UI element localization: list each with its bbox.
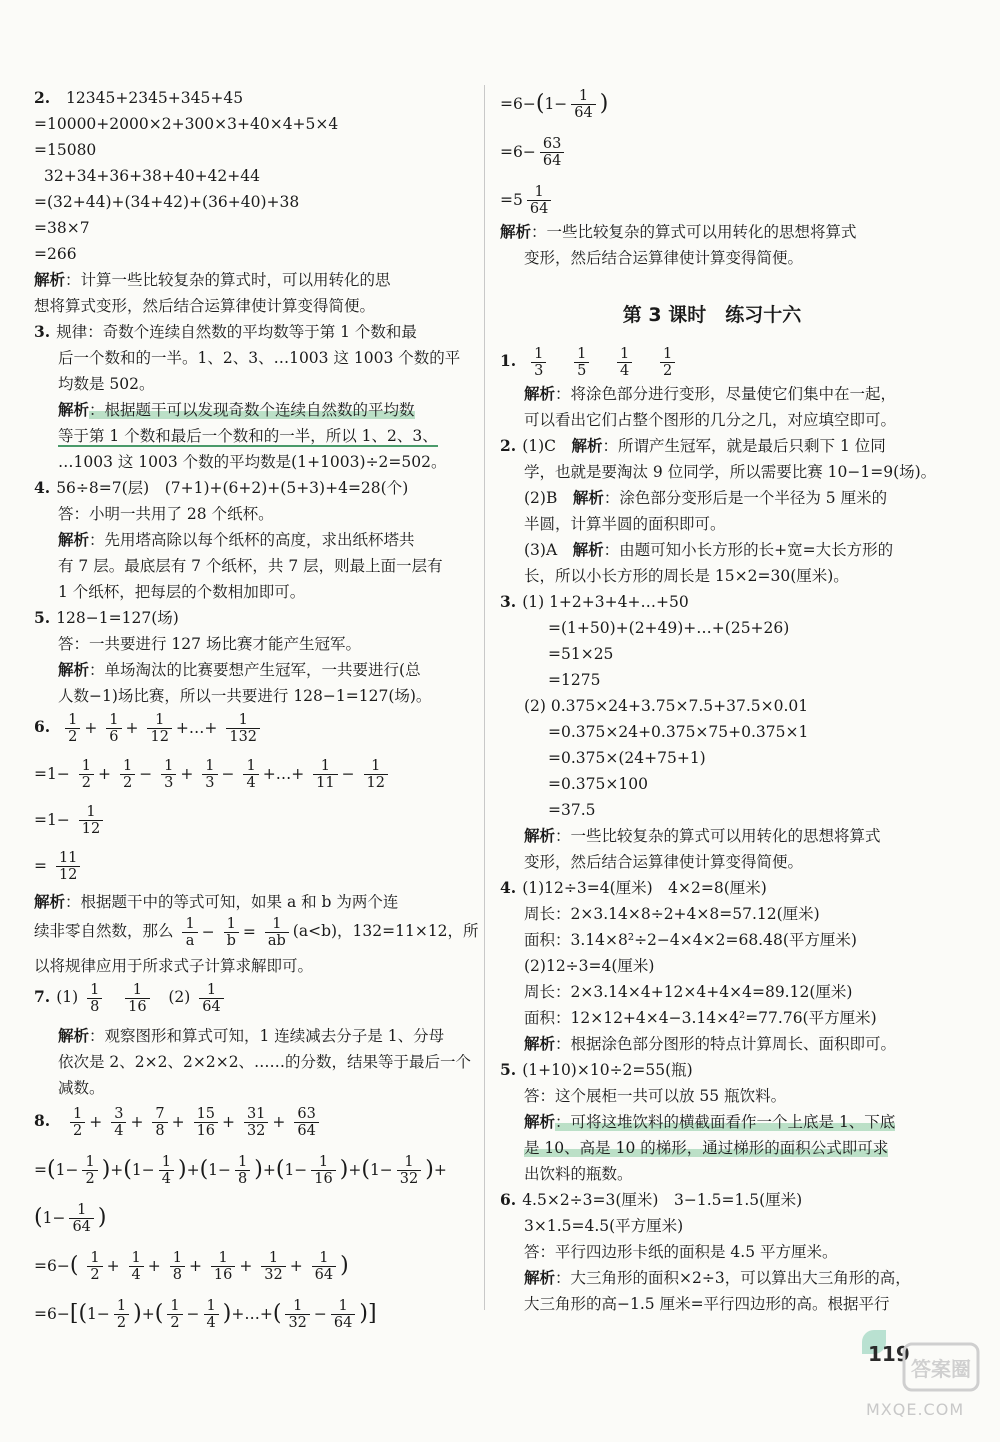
problem-number: 4. <box>34 478 51 497</box>
calc-line: =15080 <box>34 141 97 159</box>
analysis-line: 解析：一些比较复杂的算式可以用转化的思想将算式 <box>500 222 857 241</box>
calc-line: =(32+44)+(34+42)+(36+40)+38 <box>34 193 300 211</box>
analysis-line: 想将算式变形，然后结合运算律使计算变得简便。 <box>34 297 376 315</box>
analysis-line: 解析：大三角形的面积×2÷3，可以算出大三角形的高， <box>524 1268 911 1287</box>
analysis-line: …1003 这 1003 个数的平均数是(1+1003)÷2=502。 <box>58 453 447 471</box>
calc-line: =38×7 <box>34 219 90 237</box>
problem-number: 5. <box>34 608 51 627</box>
analysis-line: 1 个纸杯，把每层的个数相加即可。 <box>58 583 306 601</box>
analysis-line: 有 7 层。最底层有 7 个纸杯，共 7 层，则最上面一层有 <box>58 557 443 575</box>
svg-text:答案圈: 答案圈 <box>911 1357 971 1381</box>
fraction-expression: = $\frac{11}{12}$ <box>34 848 84 883</box>
answer-line: 1. $\frac{1}{3}$ $\frac{1}{5}$ $\frac{1}{4}$ $\frac{1}{2}$ <box>500 344 679 379</box>
problem-number: 2. <box>34 88 51 107</box>
fraction-expression: =1− $\frac{1}{12}$ <box>34 802 107 837</box>
analysis-line: 可以看出它们占整个图形的几分之几，对应填空即可。 <box>524 411 897 429</box>
analysis-line: 变形，然后结合运算律使计算变得简便。 <box>524 249 804 267</box>
fraction-expression: 8. $\frac{1}{2}$ + $\frac{3}{4}$ + $\frac{7}{8}$ + $\frac{15}{16}$ + $\frac{31}{32}$ + $\frac{63}{64}$ <box>34 1102 323 1141</box>
analysis-line: 依次是 2、2×2、2×2×2、……的分数，结果等于最后一个 <box>58 1053 472 1071</box>
analysis-line: 解析：根据题干可以发现奇数个连续自然数的平均数 <box>58 400 415 419</box>
text-line: 均数是 502。 <box>58 375 155 393</box>
analysis-line: 解析：先用塔高除以每个纸杯的高度，求出纸杯塔共 <box>58 530 415 549</box>
analysis-line: 等于第 1 个数和最后一个数和的一半，所以 1、2、3、 <box>58 427 438 445</box>
analysis-line: 解析：根据题干中的等式可知，如果 a 和 b 为两个连 <box>34 892 399 911</box>
watermark-stamp-icon <box>902 1338 980 1396</box>
calc-line: =266 <box>34 245 77 263</box>
fraction-expression: =6−(1− $\frac{1}{64}$ ) <box>500 87 609 121</box>
fraction-expression: =6−[(1− $\frac{1}{2}$ )+( $\frac{1}{2}$ − $\frac{1}{4}$ )+…+( $\frac{1}{32}$ − $\frac{1}{64}$ )] <box>34 1297 377 1331</box>
answer-line: 2. (1)C 解析：所谓产生冠军，就是最后只剩下 1 位同 <box>500 436 886 455</box>
answer-line: 7. (1) $\frac{1}{8}$ $\frac{1}{16}$ (2) $\frac{1}{64}$ <box>34 980 228 1015</box>
analysis-line: 解析：将涂色部分进行变形，尽量使它们集中在一起， <box>524 384 897 403</box>
answer-line: 答：一共要进行 127 场比赛才能产生冠军。 <box>58 635 361 653</box>
text-line: 后一个数和的一半。1、2、3、…1003 这 1003 个数的平 <box>58 349 461 367</box>
analysis-line: 以将规律应用于所求式子计算求解即可。 <box>34 957 314 975</box>
analysis-line: 减数。 <box>58 1079 105 1097</box>
calc-line: 32+34+36+38+40+42+44 <box>44 167 260 185</box>
analysis-line: 是 10、高是 10 的梯形，通过梯形的面积公式即可求 <box>524 1139 889 1157</box>
analysis-line: 人数−1)场比赛，所以一共要进行 128−1=127(场)。 <box>58 687 432 705</box>
analysis-line: 解析：计算一些比较复杂的算式时，可以用转化的思 <box>34 270 391 289</box>
section-title: 第 3 课时 练习十六 <box>622 304 802 326</box>
fraction-expression: 6. $\frac{1}{2}$ + $\frac{1}{6}$ + $\frac{1}{12}$ +…+ $\frac{1}{132}$ <box>34 710 264 745</box>
analysis-line: 解析：一些比较复杂的算式可以用转化的思想将算式 <box>524 826 881 845</box>
analysis-line: 解析：单场淘汰的比赛要想产生冠军，一共要进行(总 <box>58 660 421 679</box>
fraction-expression: =1− $\frac{1}{2}$ + $\frac{1}{2}$ − $\frac{1}{3}$ + $\frac{1}{3}$ − $\frac{1}{4}$ +…+ $\frac{1}{11}$ − $\frac{1}{12}$ <box>34 756 392 791</box>
analysis-line: 解析：可将这堆饮料的横截面看作一个上底是 1、下底 <box>524 1112 896 1131</box>
fraction-expression: =6−( $\frac{1}{2}$ + $\frac{1}{4}$ + $\frac{1}{8}$ + $\frac{1}{16}$ + $\frac{1}{32}$ + $\frac{1}{64}$ ) <box>34 1249 349 1283</box>
column-divider <box>484 85 485 1310</box>
analysis-line: 解析：根据涂色部分图形的特点计算周长、面积即可。 <box>524 1034 897 1053</box>
analysis-line: 解析：观察图形和算式可知，1 连续减去分子是 1、分母 <box>58 1026 445 1045</box>
fraction-expression: =(1− $\frac{1}{2}$ )+(1− $\frac{1}{4}$ )+(1− $\frac{1}{8}$ )+(1− $\frac{1}{16}$ )+(1− $\frac{1}{32}$ )+ <box>34 1153 447 1187</box>
fraction-expression: =6− $\frac{63}{64}$ <box>500 132 568 171</box>
watermark-text: MXQE.COM <box>866 1400 965 1419</box>
fraction-expression: (1− $\frac{1}{64}$ ) <box>34 1201 107 1235</box>
problem-number: 3. <box>34 322 51 341</box>
calc-line: =10000+2000×2+300×3+40×4+5×4 <box>34 115 339 133</box>
fraction-expression: =5 $\frac{1}{64}$ <box>500 180 555 219</box>
analysis-line: 续非零自然数，那么 $\frac{1}{a}$ − $\frac{1}{b}$ = $\frac{1}{ab}$ (a<b)，132=11×12，所 <box>34 915 479 949</box>
page-number: 119 <box>868 1342 910 1366</box>
answer-line: 答：小明一共用了 28 个纸杯。 <box>58 505 274 523</box>
